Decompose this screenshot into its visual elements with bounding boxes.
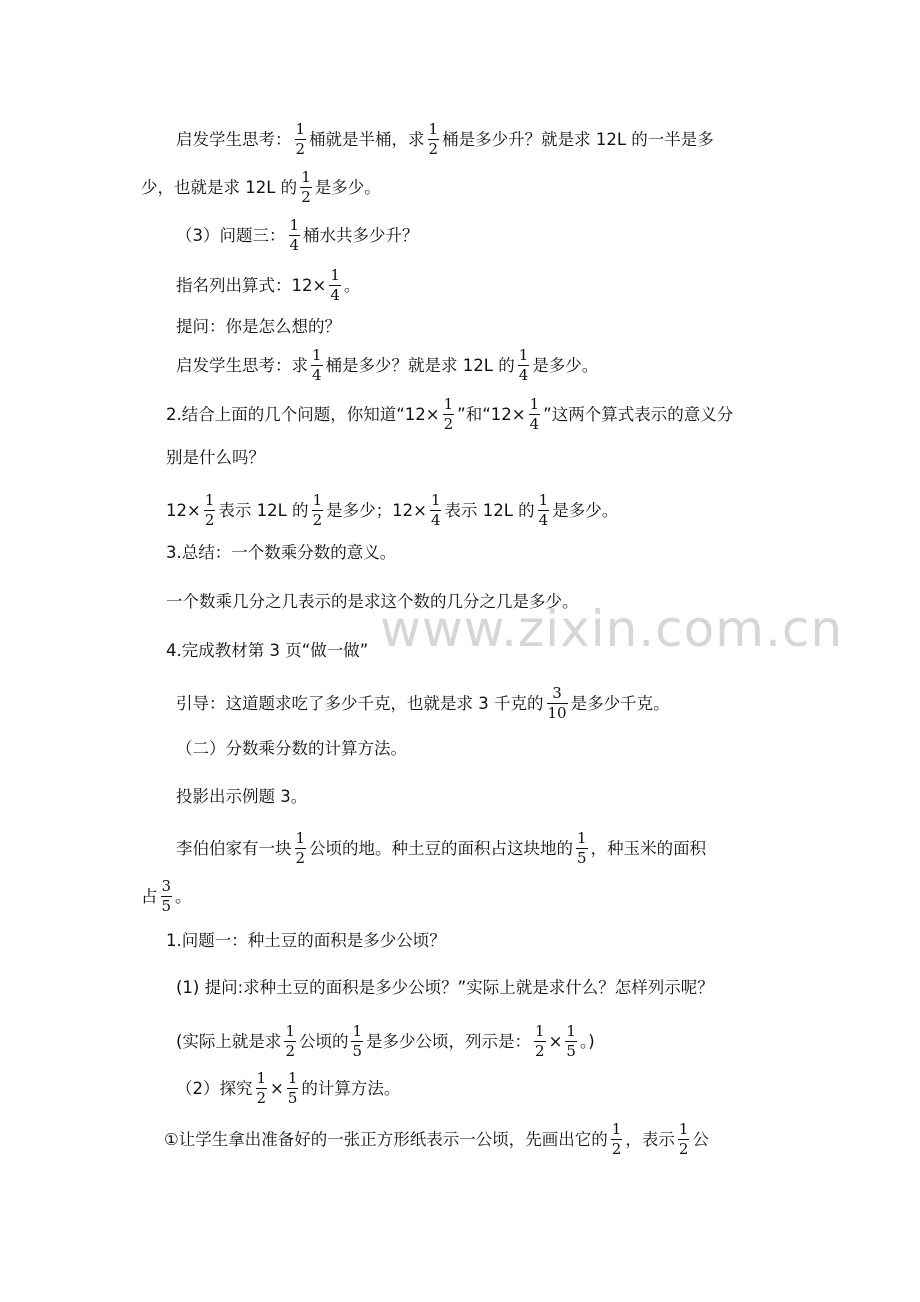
text-run: 指名列出算式：12× [176, 275, 327, 295]
text-run: 投影出示例题 3。 [176, 786, 308, 806]
fraction-denominator: 2 [204, 511, 215, 529]
fraction-denominator: 2 [301, 188, 311, 206]
text-run: 1.问题一：种土豆的面积是多少公顷？ [166, 930, 446, 950]
text-run: 是多少；12× [326, 500, 427, 520]
text-run: 引导：这道题求吃了多少千克，也就是求 3 千克的 [176, 693, 544, 713]
text-line [176, 972, 714, 1002]
text-run: 公顷的地。种土豆的面积占这块地的 [309, 838, 574, 858]
text-line [176, 1022, 595, 1060]
text-run: 别是什么吗？ [166, 447, 265, 467]
text-run: （3）问题三： [176, 225, 286, 245]
text-run: 。 [343, 275, 361, 295]
fraction-numerator: 1 [287, 1069, 298, 1087]
fraction [547, 684, 568, 723]
fraction [576, 829, 588, 868]
text-run: 是多少。 [532, 355, 599, 375]
text-line [176, 346, 599, 384]
text-run: 启发学生思考：求 [176, 355, 308, 375]
text-run: 。) [579, 1031, 595, 1051]
text-line [166, 395, 734, 433]
fraction-numerator: 1 [312, 346, 322, 364]
fraction-denominator: 2 [428, 140, 439, 158]
text-line [141, 168, 381, 206]
fraction [529, 395, 541, 434]
text-line [176, 684, 670, 722]
fraction [329, 266, 341, 305]
text-run: 3.总结：一个数乘分数的意义。 [166, 542, 397, 562]
fraction [351, 1022, 363, 1061]
fraction-denominator: 4 [312, 366, 322, 384]
fraction [443, 395, 455, 434]
fraction-denominator: 4 [518, 366, 529, 384]
text-run: ”和“12× [457, 404, 526, 424]
fraction-numerator: 1 [678, 1120, 689, 1138]
text-run: （2）探究 [176, 1078, 253, 1098]
fraction-denominator: 5 [577, 849, 587, 867]
text-run: 启发学生思考： [176, 129, 292, 149]
fraction-numerator: 1 [538, 491, 549, 509]
text-line [176, 266, 361, 304]
text-line [141, 877, 192, 915]
text-run: 桶水共多少升？ [303, 225, 419, 245]
text-run: 公 [692, 1129, 709, 1149]
fraction [565, 1022, 577, 1061]
fraction [518, 346, 530, 385]
fraction [678, 1120, 690, 1159]
fraction [534, 1022, 546, 1061]
text-line [166, 586, 579, 616]
fraction-denominator: 4 [289, 236, 300, 254]
text-line [164, 1120, 709, 1158]
fraction [312, 491, 324, 530]
text-run: 是多少。 [552, 500, 619, 520]
text-run: 的计算方法。 [301, 1078, 401, 1098]
text-line [176, 311, 341, 341]
fraction-numerator: 1 [566, 1022, 576, 1040]
text-run: 是多少千克。 [570, 693, 670, 713]
fraction-denominator: 5 [566, 1042, 576, 1060]
fraction [295, 829, 307, 868]
fraction-denominator: 2 [611, 1140, 622, 1158]
text-line [166, 635, 368, 665]
fraction-numerator: 1 [428, 120, 439, 138]
fraction-denominator: 5 [352, 1042, 363, 1060]
fraction-denominator: 2 [443, 415, 454, 433]
fraction [284, 1022, 296, 1061]
fraction-numerator: 1 [352, 1022, 363, 1040]
text-run: 2.结合上面的几个问题，你知道“12× [166, 404, 440, 424]
fraction-numerator: 1 [285, 1022, 295, 1040]
text-run: 桶是多少？就是求 12L 的 [325, 355, 515, 375]
text-run: (实际上就是求 [176, 1031, 282, 1051]
fraction [538, 491, 550, 530]
fraction-denominator: 2 [256, 1089, 267, 1107]
fraction-denominator: 2 [535, 1042, 545, 1060]
text-run: （二）分数乘分数的计算方法。 [176, 738, 407, 758]
fraction [430, 491, 442, 530]
fraction [287, 1069, 299, 1108]
text-line [176, 733, 407, 763]
watermark: www.zixin.com.cn [380, 600, 844, 658]
fraction-numerator: 1 [611, 1120, 622, 1138]
text-line [166, 442, 265, 472]
text-run: × [270, 1078, 284, 1098]
fraction-numerator: 1 [301, 168, 311, 186]
text-run: 是多少公顷，列示是： [366, 1031, 532, 1051]
fraction-numerator: 1 [312, 491, 323, 509]
text-run: (1) 提问:求种土豆的面积是多少公顷？”实际上就是求什么？怎样列示呢？ [176, 977, 714, 997]
fraction [289, 216, 301, 255]
fraction-numerator: 1 [295, 120, 306, 138]
fraction [311, 346, 323, 385]
fraction-denominator: 4 [538, 511, 549, 529]
text-run: 一个数乘几分之几表示的是求这个数的几分之几是多少。 [166, 591, 579, 611]
fraction-denominator: 4 [529, 415, 540, 433]
fraction-numerator: 1 [330, 266, 340, 284]
text-line [176, 216, 419, 254]
text-run: 少，也就是求 12L 的 [141, 177, 298, 197]
text-line [176, 829, 707, 867]
text-run: 桶就是半桶，求 [309, 129, 425, 149]
fraction-denominator: 5 [161, 897, 172, 915]
fraction-denominator: 2 [678, 1140, 689, 1158]
text-line [176, 120, 714, 158]
fraction [300, 168, 312, 207]
text-run: 是多少。 [314, 177, 381, 197]
fraction [611, 1120, 623, 1159]
text-line [166, 925, 446, 955]
fraction-numerator: 1 [518, 346, 529, 364]
text-run: ①让学生拿出准备好的一张正方形纸表示一公顷，先画出它的 [164, 1129, 608, 1149]
text-run: 李伯伯家有一块 [176, 838, 292, 858]
text-run: 表示 12L 的 [218, 500, 309, 520]
text-run: 占 [141, 886, 158, 906]
fraction-denominator: 5 [287, 1089, 298, 1107]
fraction-denominator: 2 [285, 1042, 295, 1060]
fraction-denominator: 2 [312, 511, 323, 529]
text-run: 提问：你是怎么想的？ [176, 316, 341, 336]
fraction [295, 120, 307, 159]
fraction-numerator: 1 [204, 491, 215, 509]
text-run: ，表示 [625, 1129, 675, 1149]
fraction-numerator: 1 [430, 491, 441, 509]
fraction-denominator: 2 [295, 849, 306, 867]
fraction [428, 120, 440, 159]
fraction-numerator: 3 [161, 877, 172, 895]
fraction-denominator: 2 [295, 140, 306, 158]
text-line [176, 781, 307, 811]
fraction [256, 1069, 268, 1108]
fraction-denominator: 4 [430, 511, 441, 529]
text-run: × [548, 1031, 563, 1051]
fraction-denominator: 4 [330, 286, 340, 304]
text-line [166, 537, 396, 567]
text-run: 4.完成教材第 3 页“做一做” [166, 640, 369, 660]
fraction [204, 491, 216, 530]
text-run: 12× [166, 500, 201, 520]
text-run: ”这两个算式表示的意义分 [543, 404, 734, 424]
text-line [176, 1069, 401, 1107]
fraction-numerator: 1 [535, 1022, 545, 1040]
text-line [166, 491, 619, 529]
fraction-numerator: 3 [552, 684, 562, 702]
fraction-numerator: 1 [295, 829, 306, 847]
fraction-numerator: 1 [529, 395, 540, 413]
fraction [161, 877, 173, 916]
text-run: 。 [175, 886, 192, 906]
fraction-numerator: 1 [289, 216, 300, 234]
text-run: 表示 12L 的 [444, 500, 535, 520]
fraction-numerator: 1 [577, 829, 587, 847]
text-run: 公顷的 [298, 1031, 349, 1051]
fraction-numerator: 1 [443, 395, 454, 413]
text-run: ，种玉米的面积 [590, 838, 707, 858]
fraction-denominator: 10 [547, 704, 567, 722]
fraction-numerator: 1 [256, 1069, 267, 1087]
text-run: 桶是多少升？就是求 12L 的一半是多 [442, 129, 714, 149]
